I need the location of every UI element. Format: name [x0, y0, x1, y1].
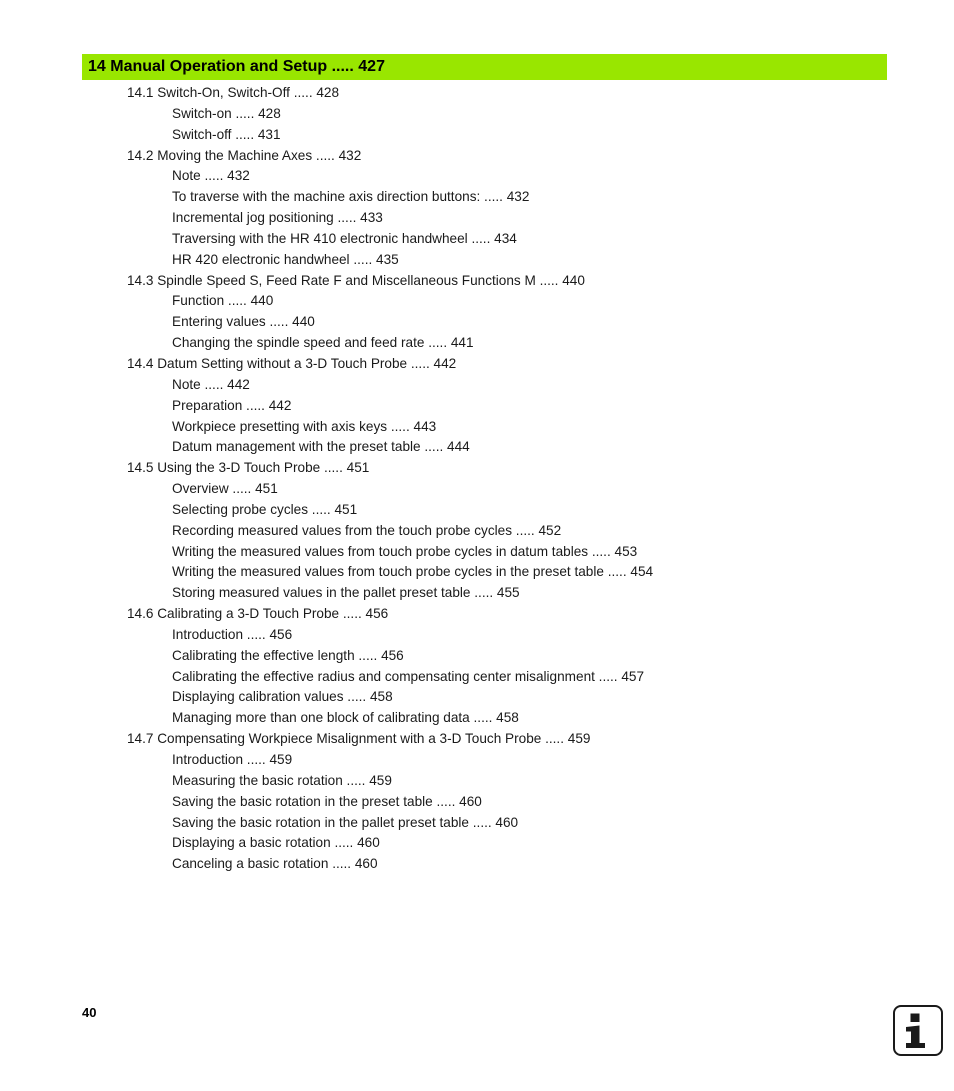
toc-subsection-link[interactable]: Storing measured values in the pallet preset table ..... 455	[172, 585, 520, 601]
chapter-header-bar	[82, 54, 887, 80]
toc-subsection-link[interactable]: Writing the measured values from touch probe cycles in the preset table ..... 454	[172, 564, 654, 580]
info-icon	[895, 1007, 941, 1054]
toc-subsection-link[interactable]: Switch-on ..... 428	[172, 105, 281, 121]
toc-section-link[interactable]: 14.6 Calibrating a 3-D Touch Probe ..... 456	[127, 606, 389, 622]
toc-subsection-link[interactable]: Entering values ..... 440	[172, 314, 315, 330]
page-number: 40	[82, 1005, 97, 1020]
toc-section-link[interactable]: 14.4 Datum Setting without a 3-D Touch Probe ..... 442	[127, 355, 457, 371]
toc-subsection-link[interactable]: Preparation ..... 442	[172, 397, 292, 413]
toc-subsection-link[interactable]: Displaying a basic rotation ..... 460	[172, 835, 380, 851]
toc-subsection-link[interactable]: HR 420 electronic handwheel ..... 435	[172, 251, 399, 267]
toc-subsection-link[interactable]: Function ..... 440	[172, 293, 274, 309]
toc-subsection-link[interactable]: Overview ..... 451	[172, 481, 278, 497]
toc-subsection-link[interactable]: Measuring the basic rotation ..... 459	[172, 772, 392, 788]
toc-subsection-link[interactable]: Changing the spindle speed and feed rate ..... 441	[172, 335, 474, 351]
toc-subsection-link[interactable]: Displaying calibration values ..... 458	[172, 689, 393, 705]
toc-subsection-link[interactable]: Traversing with the HR 410 electronic handwheel ..... 434	[172, 230, 517, 246]
toc-subsection-link[interactable]: Managing more than one block of calibrating data ..... 458	[172, 710, 519, 726]
toc-subsection-link[interactable]: Note ..... 442	[172, 376, 250, 392]
toc-subsection-link[interactable]: To traverse with the machine axis direction buttons: ..... 432	[172, 189, 530, 205]
toc-subsection-link[interactable]: Selecting probe cycles ..... 451	[172, 501, 358, 517]
toc-section-link[interactable]: 14.5 Using the 3-D Touch Probe ..... 451	[127, 460, 370, 476]
toc-section-link[interactable]: 14.1 Switch-On, Switch-Off ..... 428	[127, 85, 340, 100]
toc-subsection-link[interactable]: Workpiece presetting with axis keys ..... 443	[172, 418, 437, 434]
toc-subsection-link[interactable]: Note ..... 432	[172, 168, 250, 184]
toc-section-link[interactable]: 14.2 Moving the Machine Axes ..... 432	[127, 147, 362, 163]
chapter-title[interactable]: 14 Manual Operation and Setup ..... 427	[88, 58, 385, 75]
toc-section-link[interactable]: 14.3 Spindle Speed S, Feed Rate F and Miscellaneous Functions M ..... 440	[127, 272, 585, 288]
toc-subsection-link[interactable]: Datum management with the preset table ..... 444	[172, 439, 470, 455]
toc-subsection-link[interactable]: Canceling a basic rotation ..... 460	[172, 856, 378, 872]
toc-subsection-link[interactable]: Introduction ..... 459	[172, 752, 293, 767]
toc-subsection-link[interactable]: Calibrating the effective length ..... 456	[172, 647, 404, 663]
info-badge	[893, 1005, 943, 1056]
toc-subsection-link[interactable]: Saving the basic rotation in the preset table ..... 460	[172, 793, 482, 809]
toc-subsection-link[interactable]: Switch-off ..... 431	[172, 126, 281, 142]
toc-section-link[interactable]: 14.7 Compensating Workpiece Misalignment with a 3-D Touch Probe ..... 459	[127, 731, 591, 747]
toc-subsection-link[interactable]: Incremental jog positioning ..... 433	[172, 210, 383, 226]
toc-subsection-link[interactable]: Calibrating the effective radius and compensating center misalignment ..... 457	[172, 668, 645, 684]
table-of-contents	[0, 83, 954, 875]
toc-subsection-link[interactable]: Writing the measured values from touch probe cycles in datum tables ..... 453	[172, 543, 638, 559]
toc-subsection-link[interactable]: Recording measured values from the touch probe cycles ..... 452	[172, 522, 562, 538]
toc-subsection-link[interactable]: Saving the basic rotation in the pallet preset table ..... 460	[172, 814, 519, 830]
toc-subsection-link[interactable]: Introduction ..... 456	[172, 626, 293, 642]
